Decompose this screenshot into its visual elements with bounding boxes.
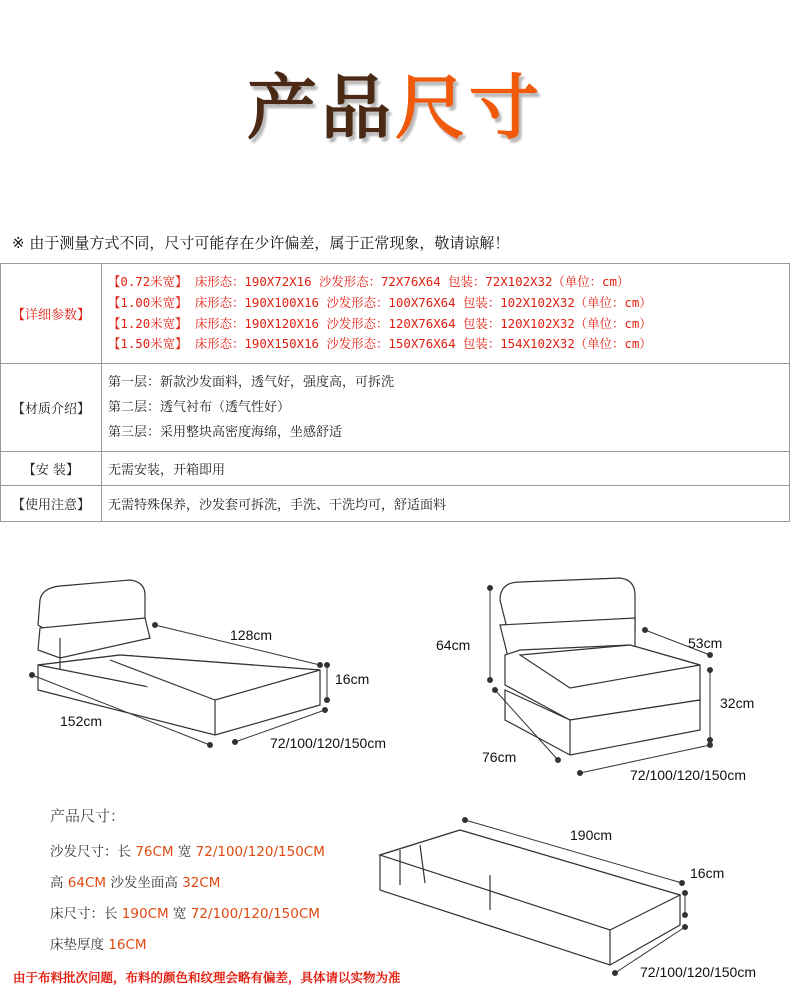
material-label: 【材质介绍】: [1, 364, 102, 452]
mattress-thickness: 16CM: [108, 937, 147, 953]
dim-height: 16cm: [335, 671, 370, 687]
detail-line: 【1.20米宽】 床形态：190X120X16 沙发形态：120X76X64 包装：120X102X32（单位：cm）: [108, 315, 652, 331]
spec-row-detail: [1, 264, 790, 364]
bed-size-prefix: 床尺寸：长: [50, 906, 122, 922]
height-prefix: 高: [50, 875, 68, 891]
detail-values: [102, 264, 790, 364]
dim-length: 128cm: [230, 627, 273, 643]
title-part-1: 产品: [247, 67, 395, 149]
page-title: [0, 52, 790, 153]
height-row: [50, 871, 325, 891]
spec-row-install: [1, 452, 790, 486]
bed-width: 72/100/120/150CM: [190, 906, 320, 922]
install-value: 无需安装，开箱即用: [102, 452, 790, 486]
sofa-size-prefix: 沙发尺寸：长: [50, 844, 136, 860]
seat-prefix: 沙发坐面高: [106, 875, 183, 891]
spec-table: [0, 263, 790, 522]
mattress-row: [50, 933, 325, 953]
sofa-length: 76CM: [135, 844, 174, 860]
install-label: 【安 装】: [1, 452, 102, 486]
sofa-width-prefix: 宽: [173, 844, 196, 860]
product-sizes: [50, 805, 325, 964]
dim-width: 72/100/120/150cm: [630, 767, 746, 783]
sizes-heading: 产品尺寸：: [50, 807, 126, 825]
dim-height: 16cm: [690, 865, 725, 881]
bottom-note: 由于布料批次问题，布料的颜色和纹理会略有偏差，具体请以实物为准: [13, 970, 401, 985]
detail-label: 【详细参数】: [1, 264, 102, 364]
usage-label: 【使用注意】: [1, 486, 102, 522]
material-line: 第一层：新款沙发面料，透气好，强度高，可拆洗: [108, 375, 395, 390]
detail-line: 【0.72米宽】 床形态：190X72X16 沙发形态：72X76X64 包装：72X102X32（单位：cm）: [108, 274, 630, 290]
mattress-diagram: [370, 815, 780, 985]
spec-row-usage: [1, 486, 790, 522]
detail-line: 【1.00米宽】 床形态：190X100X16 沙发形态：100X76X64 包装：102X102X32（单位：cm）: [108, 294, 652, 310]
dim-back: 53cm: [688, 635, 723, 651]
dim-depth: 76cm: [482, 749, 517, 765]
detail-line: 【1.50米宽】 床形态：190X150X16 沙发形态：150X76X64 包装：154X102X32（单位：cm）: [108, 336, 652, 352]
dim-total: 152cm: [60, 713, 103, 729]
sofa-bed-diagram: [20, 570, 420, 770]
notice-text: ※ 由于测量方式不同，尺寸可能存在少许偏差，属于正常现象，敬请谅解！: [12, 234, 510, 252]
material-line: 第三层：采用整块高密度海绵，坐感舒适: [108, 425, 343, 440]
bed-size-row: [50, 902, 325, 922]
spec-row-material: [1, 364, 790, 452]
dim-length: 190cm: [570, 827, 613, 843]
dim-seat: 32cm: [720, 695, 755, 711]
bed-width-prefix: 宽: [168, 906, 191, 922]
mattress-prefix: 床垫厚度: [50, 937, 109, 953]
sofa-size-row: [50, 840, 325, 860]
title-part-2: 尺寸: [395, 67, 543, 149]
dim-height: 64cm: [436, 637, 471, 653]
sofa-chair-diagram: [430, 570, 780, 785]
material-line: 第二层：透气衬布（透气性好）: [108, 400, 291, 415]
bed-length: 190CM: [121, 906, 169, 922]
material-values: [102, 364, 790, 452]
dim-width: 72/100/120/150cm: [270, 735, 386, 751]
dim-width: 72/100/120/150cm: [640, 964, 756, 980]
seat-value: 32CM: [182, 875, 221, 891]
height-value: 64CM: [67, 875, 107, 891]
usage-value: 无需特殊保养，沙发套可拆洗，手洗、干洗均可，舒适面料: [102, 486, 790, 522]
sofa-width: 72/100/120/150CM: [195, 844, 325, 860]
